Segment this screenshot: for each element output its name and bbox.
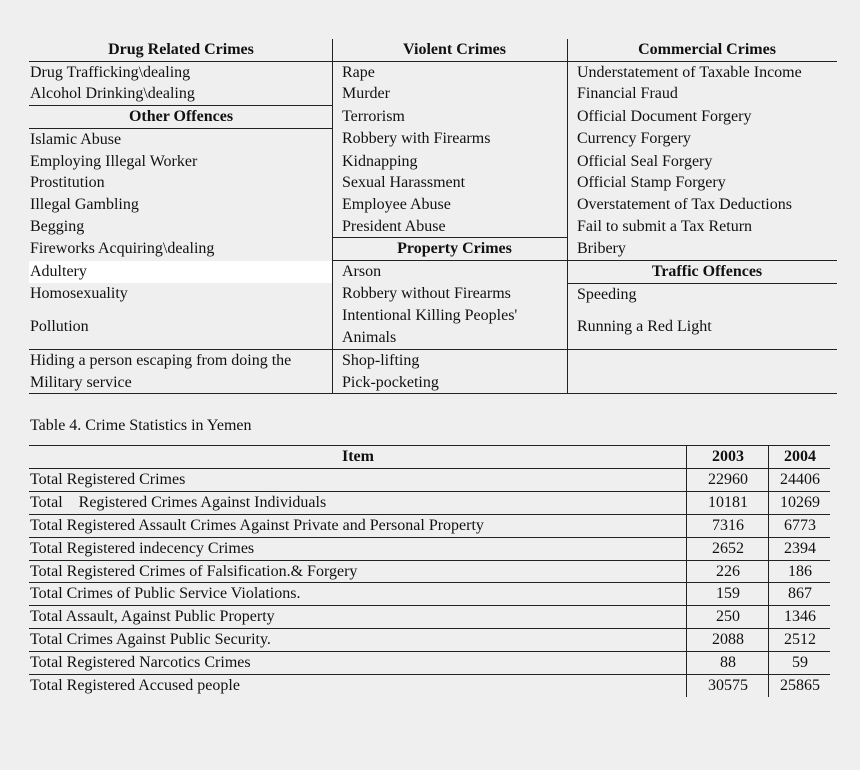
value-2004-cell: 6773	[769, 514, 831, 537]
table-row	[29, 514, 830, 537]
value-2003-cell: 226	[687, 560, 769, 583]
table-caption: Table 4. Crime Statistics in Yemen	[30, 417, 252, 434]
list-item: Robbery with Firearms	[333, 128, 568, 150]
list-item: Drug Trafficking\dealing	[30, 63, 191, 81]
list-item: Employee Abuse	[333, 194, 568, 216]
header-violent: Violent Crimes	[333, 39, 568, 61]
list-item: Murder	[333, 83, 568, 105]
list-item: Islamic Abuse	[29, 128, 333, 150]
list-item: Illegal Gambling	[30, 195, 139, 213]
list-item: Fireworks Acquiring\dealing	[30, 239, 215, 257]
item-cell: Total Crimes Against Public Security.	[29, 629, 687, 652]
table-row	[29, 491, 830, 514]
multi-item-cell	[333, 349, 568, 393]
list-item: Fail to submit a Tax Return	[568, 216, 838, 238]
header-traffic-offences: Traffic Offences	[568, 261, 838, 284]
value-2003-cell: 2088	[687, 629, 769, 652]
list-item: Understatement of Taxable Income	[568, 61, 838, 83]
item-cell: Total Registered Crimes Against Individuals	[29, 491, 687, 514]
table-row	[29, 652, 830, 675]
value-2004-cell: 2394	[769, 537, 831, 560]
list-item: Hiding a person escaping from doing the Military service	[29, 349, 333, 393]
item-cell: Total Registered Crimes	[29, 468, 687, 491]
list-item: Robbery without Firearms	[333, 283, 568, 305]
item-cell: Total Registered Accused people	[30, 677, 240, 695]
item-cell: Total Assault, Against Public Property	[29, 606, 687, 629]
value-2003-cell: 22960	[687, 468, 769, 491]
list-item: Running a Red Light	[568, 305, 838, 349]
list-item: Intentional Killing Peoples' Animals	[333, 305, 568, 349]
crime-statistics-table	[29, 445, 830, 697]
header-drug-related: Drug Related Crimes	[29, 39, 333, 61]
value-2004-cell: 867	[769, 583, 831, 606]
list-item: Sexual Harassment	[333, 172, 568, 194]
empty-cell	[568, 349, 838, 393]
list-item: Financial Fraud	[568, 83, 838, 105]
list-item: Official Seal Forgery	[568, 151, 838, 173]
value-2004-cell: 1346	[769, 606, 831, 629]
item-cell: Total Crimes of Public Service Violations.	[29, 583, 687, 606]
header-other-offences: Other Offences	[128, 108, 234, 126]
value-2004-cell: 59	[769, 652, 831, 675]
table-row	[29, 606, 830, 629]
item-cell: Total Registered Assault Crimes Against Private and Personal Property	[29, 514, 687, 537]
column-header-2003: 2003	[687, 446, 769, 469]
table-row	[29, 468, 830, 491]
column-header-2004: 2004	[769, 446, 831, 469]
list-item: Kidnapping	[333, 151, 568, 173]
list-item: Homosexuality	[30, 285, 128, 303]
value-2003-cell: 250	[687, 606, 769, 629]
list-item: Shop-lifting	[342, 351, 420, 369]
header-property-crimes: Property Crimes	[333, 238, 568, 261]
value-2004-cell: 186	[769, 560, 831, 583]
value-2004-cell: 2512	[769, 629, 831, 652]
value-2003-cell: 2652	[687, 537, 769, 560]
list-item: Official Document Forgery	[568, 106, 838, 129]
list-item: Rape	[333, 61, 568, 83]
column-header-item: Item	[29, 446, 687, 469]
list-item: Currency Forgery	[568, 128, 838, 150]
list-item: Speeding	[568, 283, 838, 305]
table-row	[29, 537, 830, 560]
header-commercial: Commercial Crimes	[568, 39, 838, 61]
list-item: Prostitution	[30, 174, 105, 192]
list-item: Alcohol Drinking\dealing	[29, 83, 333, 105]
value-2003-cell: 30575	[687, 675, 769, 697]
list-item: Arson	[333, 261, 568, 284]
value-2003-cell: 10181	[687, 491, 769, 514]
list-item: Pick-pocketing	[342, 373, 439, 391]
table-row	[29, 560, 830, 583]
value-2003-cell: 7316	[687, 514, 769, 537]
value-2004-cell: 10269	[769, 491, 831, 514]
list-item: Pollution	[29, 305, 333, 349]
list-item: Adultery	[29, 261, 333, 284]
value-2003-cell: 159	[687, 583, 769, 606]
item-cell: Total Registered indecency Crimes	[29, 537, 687, 560]
list-item: Employing Illegal Worker	[30, 152, 198, 170]
value-2004-cell: 25865	[769, 675, 831, 697]
table-row	[29, 675, 830, 697]
table-row	[29, 583, 830, 606]
value-2004-cell: 24406	[769, 468, 831, 491]
crime-categories-table	[29, 39, 837, 394]
item-cell: Total Registered Crimes of Falsification.& Forgery	[29, 560, 687, 583]
list-item: Begging	[30, 217, 85, 235]
item-cell: Total Registered Narcotics Crimes	[29, 652, 687, 675]
list-item: Bribery	[568, 238, 838, 261]
value-2003-cell: 88	[687, 652, 769, 675]
list-item: President Abuse	[333, 216, 568, 238]
table-row	[29, 629, 830, 652]
list-item: Overstatement of Tax Deductions	[568, 194, 838, 216]
list-item: Official Stamp Forgery	[568, 172, 838, 194]
list-item: Terrorism	[333, 106, 568, 129]
